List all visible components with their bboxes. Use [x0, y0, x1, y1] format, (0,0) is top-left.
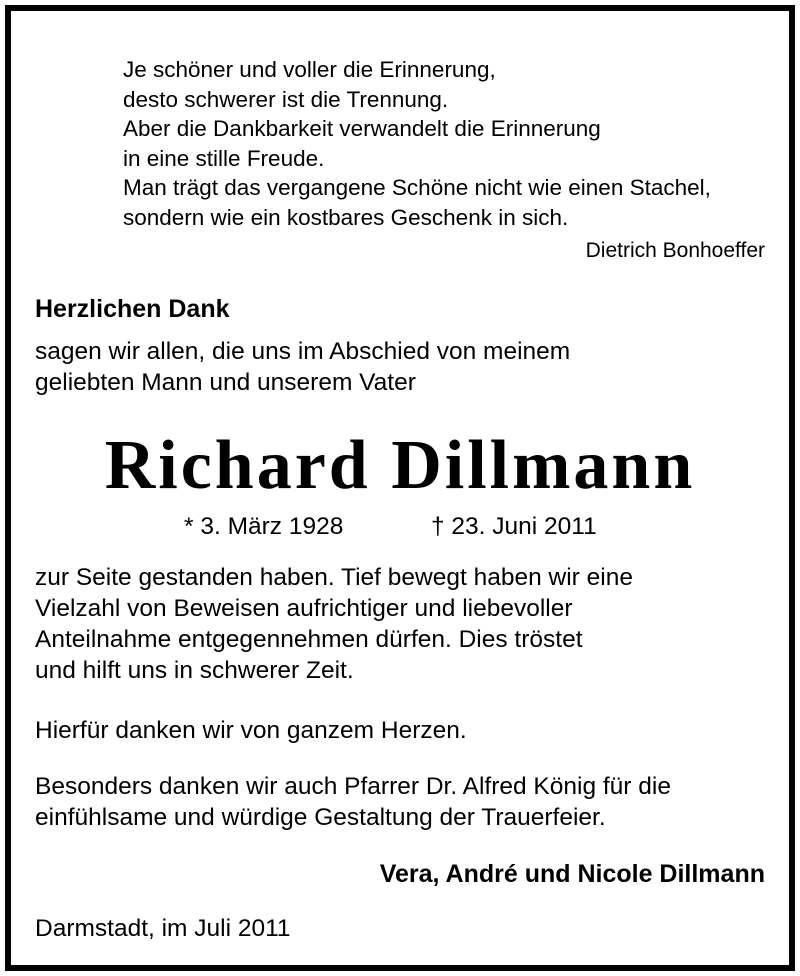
gratitude-paragraph [35, 562, 633, 686]
thanks-paragraph [35, 715, 467, 746]
birth-date: * 3. März 1928 [184, 513, 344, 540]
quote-line: in eine stille Freude. [123, 145, 325, 171]
text-line: zur Seite gestanden haben. Tief bewegt haben wir eine [35, 564, 633, 591]
death-date: † 23. Juni 2011 [431, 513, 597, 540]
text-line: Anteilnahme entgegennehmen dürfen. Dies tröstet [35, 626, 583, 653]
quote-line: Aber die Dankbarkeit verwandelt die Erinnerung [123, 116, 601, 141]
text-line: geliebten Mann und unserem Vater [35, 369, 416, 396]
quote-line: desto schwerer ist die Trennung. [123, 86, 449, 112]
thanks-intro [35, 336, 570, 398]
text-line: Hierfür danken wir von ganzem Herzen. [35, 717, 467, 744]
text-line: sagen wir allen, die uns im Abschied von meinem [35, 338, 571, 365]
deceased-name: Richard Dillmann [104, 427, 696, 504]
family-signature: Vera, André und Nicole Dillmann [379, 860, 765, 888]
place-and-date: Darmstadt, im Juli 2011 [35, 915, 291, 942]
text-line: und hilft uns in schwerer Zeit. [35, 657, 354, 684]
quote-line: sondern wie ein kostbares Geschenk in sich. [123, 204, 569, 230]
text-line: Vielzahl von Beweisen aufrichtiger und liebevoller [35, 595, 573, 622]
thanks-heading: Herzlichen Dank [35, 295, 230, 323]
quote-line: Je schöner und voller die Erinnerung, [123, 57, 496, 82]
quote-author: Dietrich Bonhoeffer [585, 239, 765, 262]
pastor-thanks-paragraph [35, 771, 671, 833]
bonhoeffer-quote [123, 55, 711, 232]
text-line: Besonders danken wir auch Pfarrer Dr. Alfred König für die [35, 773, 671, 800]
obituary-notice [5, 5, 795, 971]
quote-line: Man trägt das vergangene Schöne nicht wie einen Stachel, [123, 175, 711, 200]
text-line: einfühlsame und würdige Gestaltung der Trauerfeier. [35, 804, 606, 831]
